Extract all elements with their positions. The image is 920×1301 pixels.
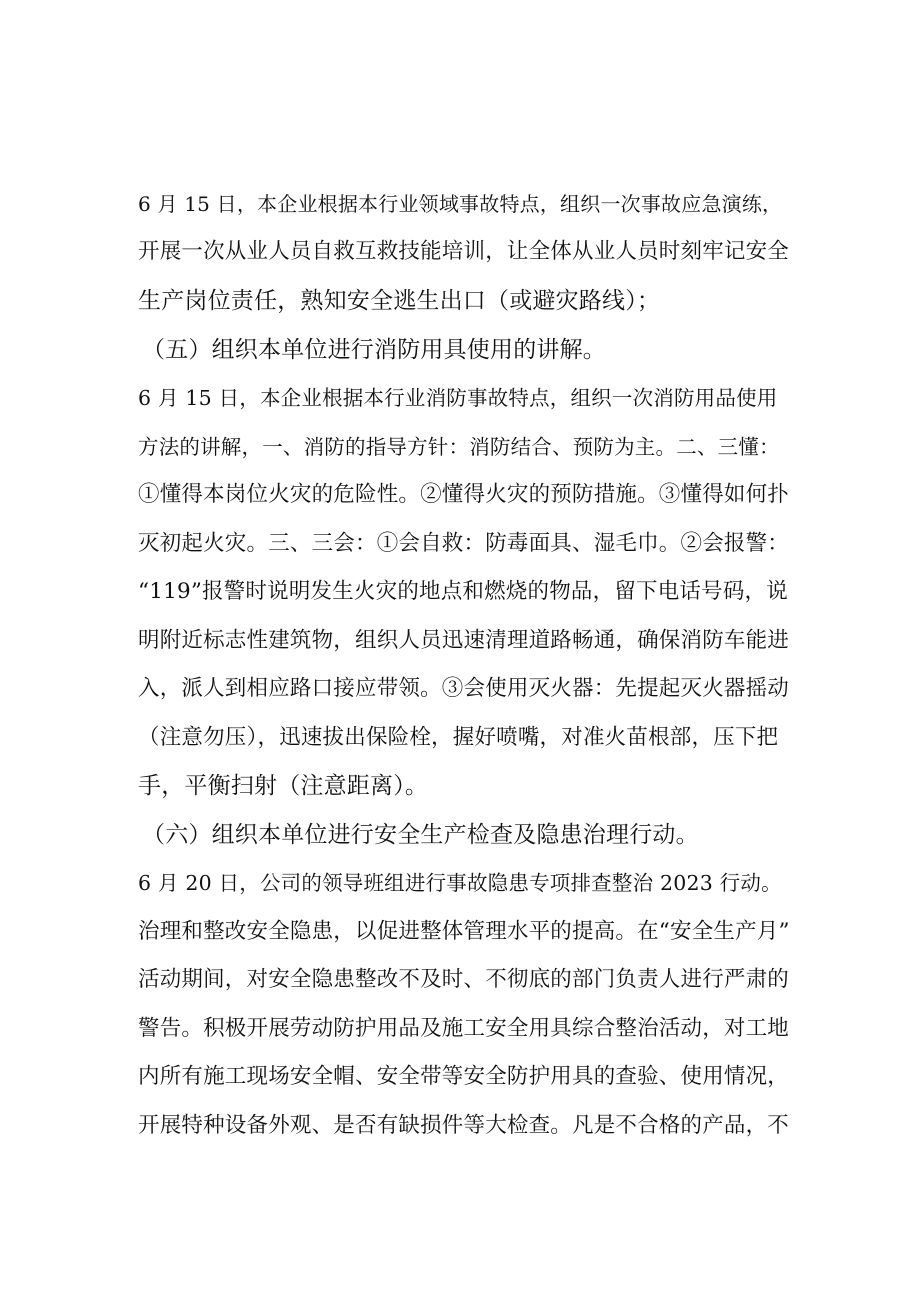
text-line: 6 月 15 日，本企业根据本行业领域事故特点，组织一次事故应急演练， <box>138 192 783 216</box>
text-line: 6 月 15 日，本企业根据本行业消防事故特点，组织一次消防用品使用 <box>138 386 778 410</box>
text-line: 警告。积极开展劳动防护用品及施工安全用具综合整治活动，对工地 <box>138 1016 790 1041</box>
text-line: ①懂得本岗位火灾的危险性。②懂得火灾的预防措施。③懂得如何扑 <box>138 482 790 507</box>
text-line: 开展特种设备外观、是否有缺损件等大检查。凡是不合格的产品，不 <box>138 1113 790 1138</box>
text-line: 6 月 20 日，公司的领导班组进行事故隐患专项排查整治 2023 行动。 <box>138 871 782 895</box>
text-line: 明附近标志性建筑物，组织人员迅速清理道路畅通，确保消防车能进 <box>138 628 790 653</box>
text-line: 手，平衡扫射（注意距离）。 <box>138 773 429 799</box>
section-heading: （五）组织本单位进行消防用具使用的讲解。 <box>142 337 606 363</box>
text-line: 入，派人到相应路口接应带领。③会使用灭火器：先提起灭火器摇动 <box>138 676 790 701</box>
text-line: 生产岗位责任，熟知安全逃生出口（或避灾路线）； <box>138 288 661 314</box>
text-line: 灭初起火灾。三、三会：①会自救：防毒面具、湿毛巾。②会报警： <box>138 531 790 556</box>
text-line: 开展一次从业人员自救互救技能培训，让全体从业人员时刻牢记安全 <box>138 239 790 264</box>
text-line: 内所有施工现场安全帽、安全带等安全防护用具的查验、使用情况， <box>138 1064 790 1089</box>
text-line: “119”报警时说明发生火灾的地点和燃烧的物品，留下电话号码，说 <box>138 579 788 604</box>
text-line: （注意勿压），迅速拔出保险栓，握好喷嘴，对准火苗根部，压下把 <box>138 725 779 750</box>
section-heading: （六）组织本单位进行安全生产检查及隐患治理行动。 <box>142 822 699 848</box>
text-line: 治理和整改安全隐患，以促进整体管理水平的提高。在“安全生产月” <box>138 919 790 944</box>
text-line: 活动期间，对安全隐患整改不及时、不彻底的部门负责人进行严肃的 <box>138 967 790 992</box>
text-line: 方法的讲解，一、消防的指导方针：消防结合、预防为主。二、三懂： <box>138 435 780 459</box>
